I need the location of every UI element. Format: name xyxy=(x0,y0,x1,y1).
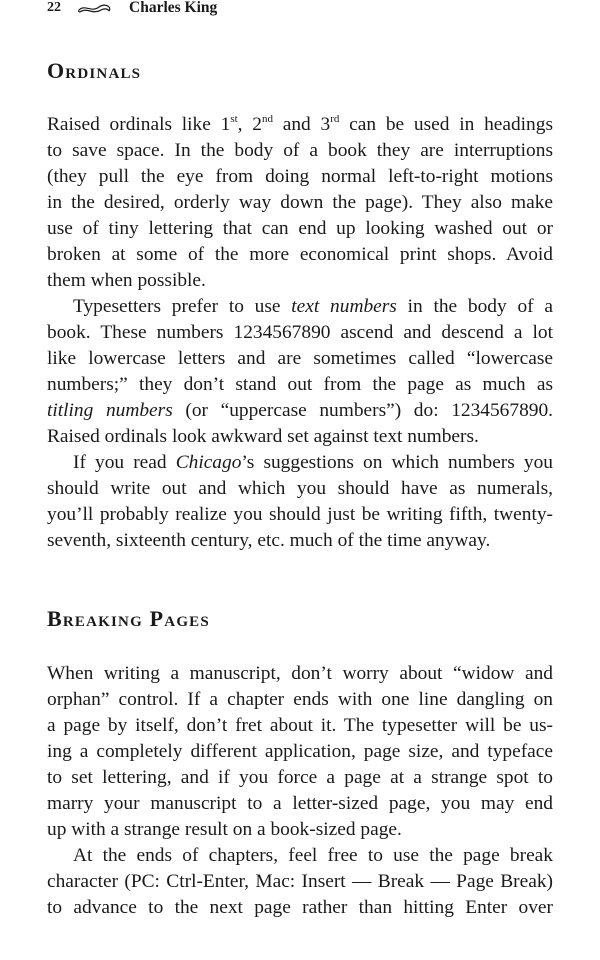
text-line: to save space. In the body of a book they are interruptions xyxy=(47,140,553,161)
text-line: Raised ordinals like 1st, 2nd and 3rd can be used in headings xyxy=(47,112,553,135)
text-line: like lowercase letters and are sometimes called “lowercase xyxy=(47,348,553,369)
text-line: a page by itself, don’t fret about it. The typesetter will be us- xyxy=(47,715,553,736)
text-line: If you read Chicago’s suggestions on which numbers you xyxy=(73,452,553,473)
text-line: broken at some of the more economical print shops. Avoid xyxy=(47,244,553,265)
emphasis: Chicago xyxy=(175,452,242,473)
text-line: numbers;” they don’t stand out from the page as much as xyxy=(47,374,553,395)
text-line: character (PC: Ctrl-Enter, Mac: Insert — Break — Page Break) xyxy=(47,871,553,892)
text-line: use of tiny lettering that can end up looking washed out or xyxy=(47,218,553,239)
text-line: (they pull the eye from doing normal left-to-right motions xyxy=(47,166,553,187)
emphasis: titling numbers xyxy=(47,400,173,421)
text-line: to advance to the next page rather than hitting Enter over xyxy=(47,897,553,918)
text-line: When writing a manuscript, don’t worry about “widow and xyxy=(47,663,553,684)
section-heading-breaking-pages: Breaking Pages xyxy=(47,606,210,631)
text-line: marry your manuscript to a letter-sized page, you may end xyxy=(47,793,553,814)
text-line: to set lettering, and if you force a page at a strange spot to xyxy=(47,767,553,788)
text-line: up with a strange result on a book-sized page. xyxy=(47,819,402,840)
text-line: ing a completely different application, page size, and typeface xyxy=(47,741,553,762)
text-line: At the ends of chapters, feel free to use the page break xyxy=(73,845,553,866)
page-number: 22 xyxy=(47,0,61,15)
text-line: you’ll probably realize you should just be writing fifth, twenty- xyxy=(47,504,553,525)
text-line: them when possible. xyxy=(47,270,206,291)
section-heading-ordinals: Ordinals xyxy=(47,58,142,83)
swash-ornament-icon xyxy=(77,1,111,15)
running-head xyxy=(47,0,217,20)
section-body-ordinals xyxy=(47,112,553,554)
text-line: Typesetters prefer to use text numbers in the body of a xyxy=(73,296,553,317)
author-name: Charles King xyxy=(129,0,218,16)
section-body-breaking-pages xyxy=(47,661,553,921)
emphasis: text numbers xyxy=(291,296,397,317)
text-line: in the desired, orderly way down the page). They also make xyxy=(47,192,553,213)
text-line: orphan” control. If a chapter ends with one line dangling on xyxy=(47,689,553,710)
text-line: should write out and which you should have as numerals, xyxy=(47,478,553,499)
text-line: seventh, sixteenth century, etc. much of the time anyway. xyxy=(47,530,491,551)
text-line: book. These numbers 1234567890 ascend and descend a lot xyxy=(47,322,553,343)
text-line: titling numbers (or “uppercase numbers”) do: 1234567890. xyxy=(47,400,554,421)
text-line: Raised ordinals look awkward set against text numbers. xyxy=(47,426,479,447)
